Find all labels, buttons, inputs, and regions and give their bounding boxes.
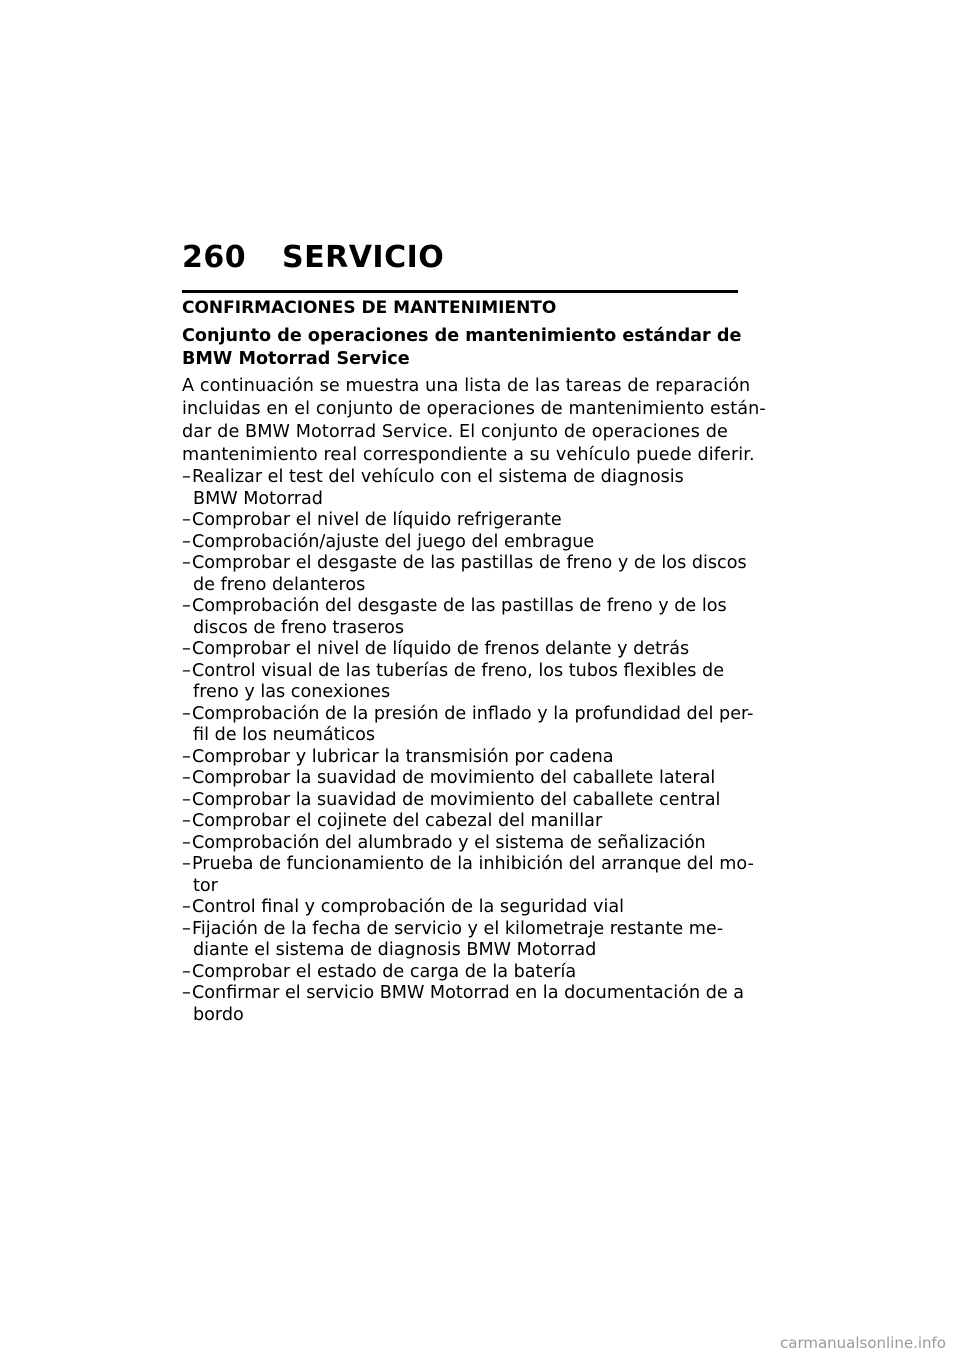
task-item — [182, 596, 742, 639]
task-line: Fijación de la fecha de servicio y el kilometraje restante me- — [192, 918, 724, 939]
task-line: Comprobación/ajuste del juego del embrague — [192, 531, 595, 552]
dash-bullet: – — [182, 832, 191, 853]
dash-bullet: – — [182, 531, 191, 552]
task-line: BMW Motorrad — [193, 488, 323, 509]
watermark: carmanualsonline.info — [780, 1334, 946, 1352]
task-item — [182, 897, 742, 919]
task-line: Comprobar la suavidad de movimiento del caballete central — [192, 789, 721, 810]
intro-line: incluidas en el conjunto de operaciones de mantenimiento están- — [182, 399, 766, 419]
task-item — [182, 983, 745, 1026]
task-line: de freno delanteros — [193, 574, 366, 595]
task-item — [182, 833, 742, 855]
dash-bullet: – — [182, 746, 191, 767]
dash-bullet: – — [182, 660, 191, 681]
dash-bullet: – — [182, 918, 191, 939]
sub-title-line: Conjunto de operaciones de mantenimiento estándar de — [182, 326, 742, 346]
dash-bullet: – — [182, 596, 191, 616]
dash-bullet: – — [182, 639, 191, 659]
intro-line: A continuación se muestra una lista de las tareas de reparación — [182, 376, 751, 396]
task-line: Comprobación del desgaste de las pastillas de freno y de los — [192, 596, 727, 616]
task-line: Comprobar el nivel de líquido refrigerante — [192, 510, 562, 530]
maintenance-task-list — [182, 467, 754, 1026]
dash-bullet: – — [182, 703, 191, 724]
task-line: tor — [193, 875, 218, 896]
dash-bullet: – — [182, 961, 191, 982]
task-item — [182, 661, 742, 704]
task-item — [182, 811, 742, 833]
task-item — [182, 747, 742, 769]
task-line: Comprobar el estado de carga de la batería — [192, 961, 577, 982]
page-content — [182, 293, 766, 1026]
task-line: Control final y comprobación de la seguridad vial — [192, 897, 625, 917]
task-line: Comprobar el cojinete del cabezal del manillar — [192, 811, 603, 831]
sub-title-line: BMW Motorrad Service — [182, 349, 410, 369]
dash-bullet: – — [182, 510, 191, 530]
task-item — [182, 553, 747, 596]
task-line: Comprobar el nivel de líquido de frenos delante y detrás — [192, 639, 690, 659]
task-line: freno y las conexiones — [193, 682, 391, 702]
task-line: Comprobación del alumbrado y el sistema de señalización — [192, 832, 706, 853]
task-line: Prueba de funcionamiento de la inhibición del arranque del mo- — [192, 854, 754, 874]
dash-bullet: – — [182, 897, 191, 917]
task-item — [182, 768, 742, 790]
task-line: Realizar el test del vehículo con el sistema de diagnosis — [192, 467, 684, 487]
dash-bullet: – — [182, 983, 191, 1003]
task-line: Comprobar el desgaste de las pastillas de freno y de los discos — [192, 553, 747, 573]
dash-bullet: – — [182, 768, 191, 788]
task-line: bordo — [193, 1004, 244, 1025]
dash-bullet: – — [182, 811, 191, 831]
task-item — [182, 854, 754, 897]
task-line: discos de freno traseros — [193, 617, 405, 638]
sub-title — [182, 325, 742, 371]
dash-bullet: – — [182, 854, 191, 874]
task-line: Comprobación de la presión de inflado y la profundidad del per- — [192, 703, 754, 724]
task-item — [182, 510, 742, 532]
task-line: Control visual de las tuberías de freno, los tubos flexibles de — [192, 660, 725, 681]
task-line: Comprobar y lubricar la transmisión por cadena — [192, 746, 614, 767]
task-line: Confirmar el servicio BMW Motorrad en la documentación de a — [192, 983, 745, 1003]
section-title: CONFIRMACIONES DE MANTENIMIENTO — [182, 298, 557, 318]
task-item — [182, 919, 742, 962]
task-line: Comprobar la suavidad de movimiento del caballete lateral — [192, 768, 716, 788]
dash-bullet: – — [182, 553, 191, 573]
task-line: diante el sistema de diagnosis BMW Motorrad — [193, 940, 597, 960]
task-item — [182, 703, 754, 747]
chapter-title: SERVICIO — [282, 240, 445, 275]
task-item — [182, 790, 742, 812]
task-item — [182, 962, 742, 984]
page-number: 260 — [182, 240, 247, 275]
task-item — [182, 532, 742, 554]
dash-bullet: – — [182, 467, 191, 487]
task-item — [182, 467, 742, 510]
intro-line: dar de BMW Motorrad Service. El conjunto de operaciones de — [182, 422, 728, 442]
task-item — [182, 639, 742, 661]
intro-line: mantenimiento real correspondiente a su vehículo puede diferir. — [182, 445, 755, 465]
intro-paragraph — [182, 375, 766, 467]
task-line: fil de los neumáticos — [193, 725, 375, 745]
page-header — [182, 238, 444, 278]
dash-bullet: – — [182, 789, 191, 810]
